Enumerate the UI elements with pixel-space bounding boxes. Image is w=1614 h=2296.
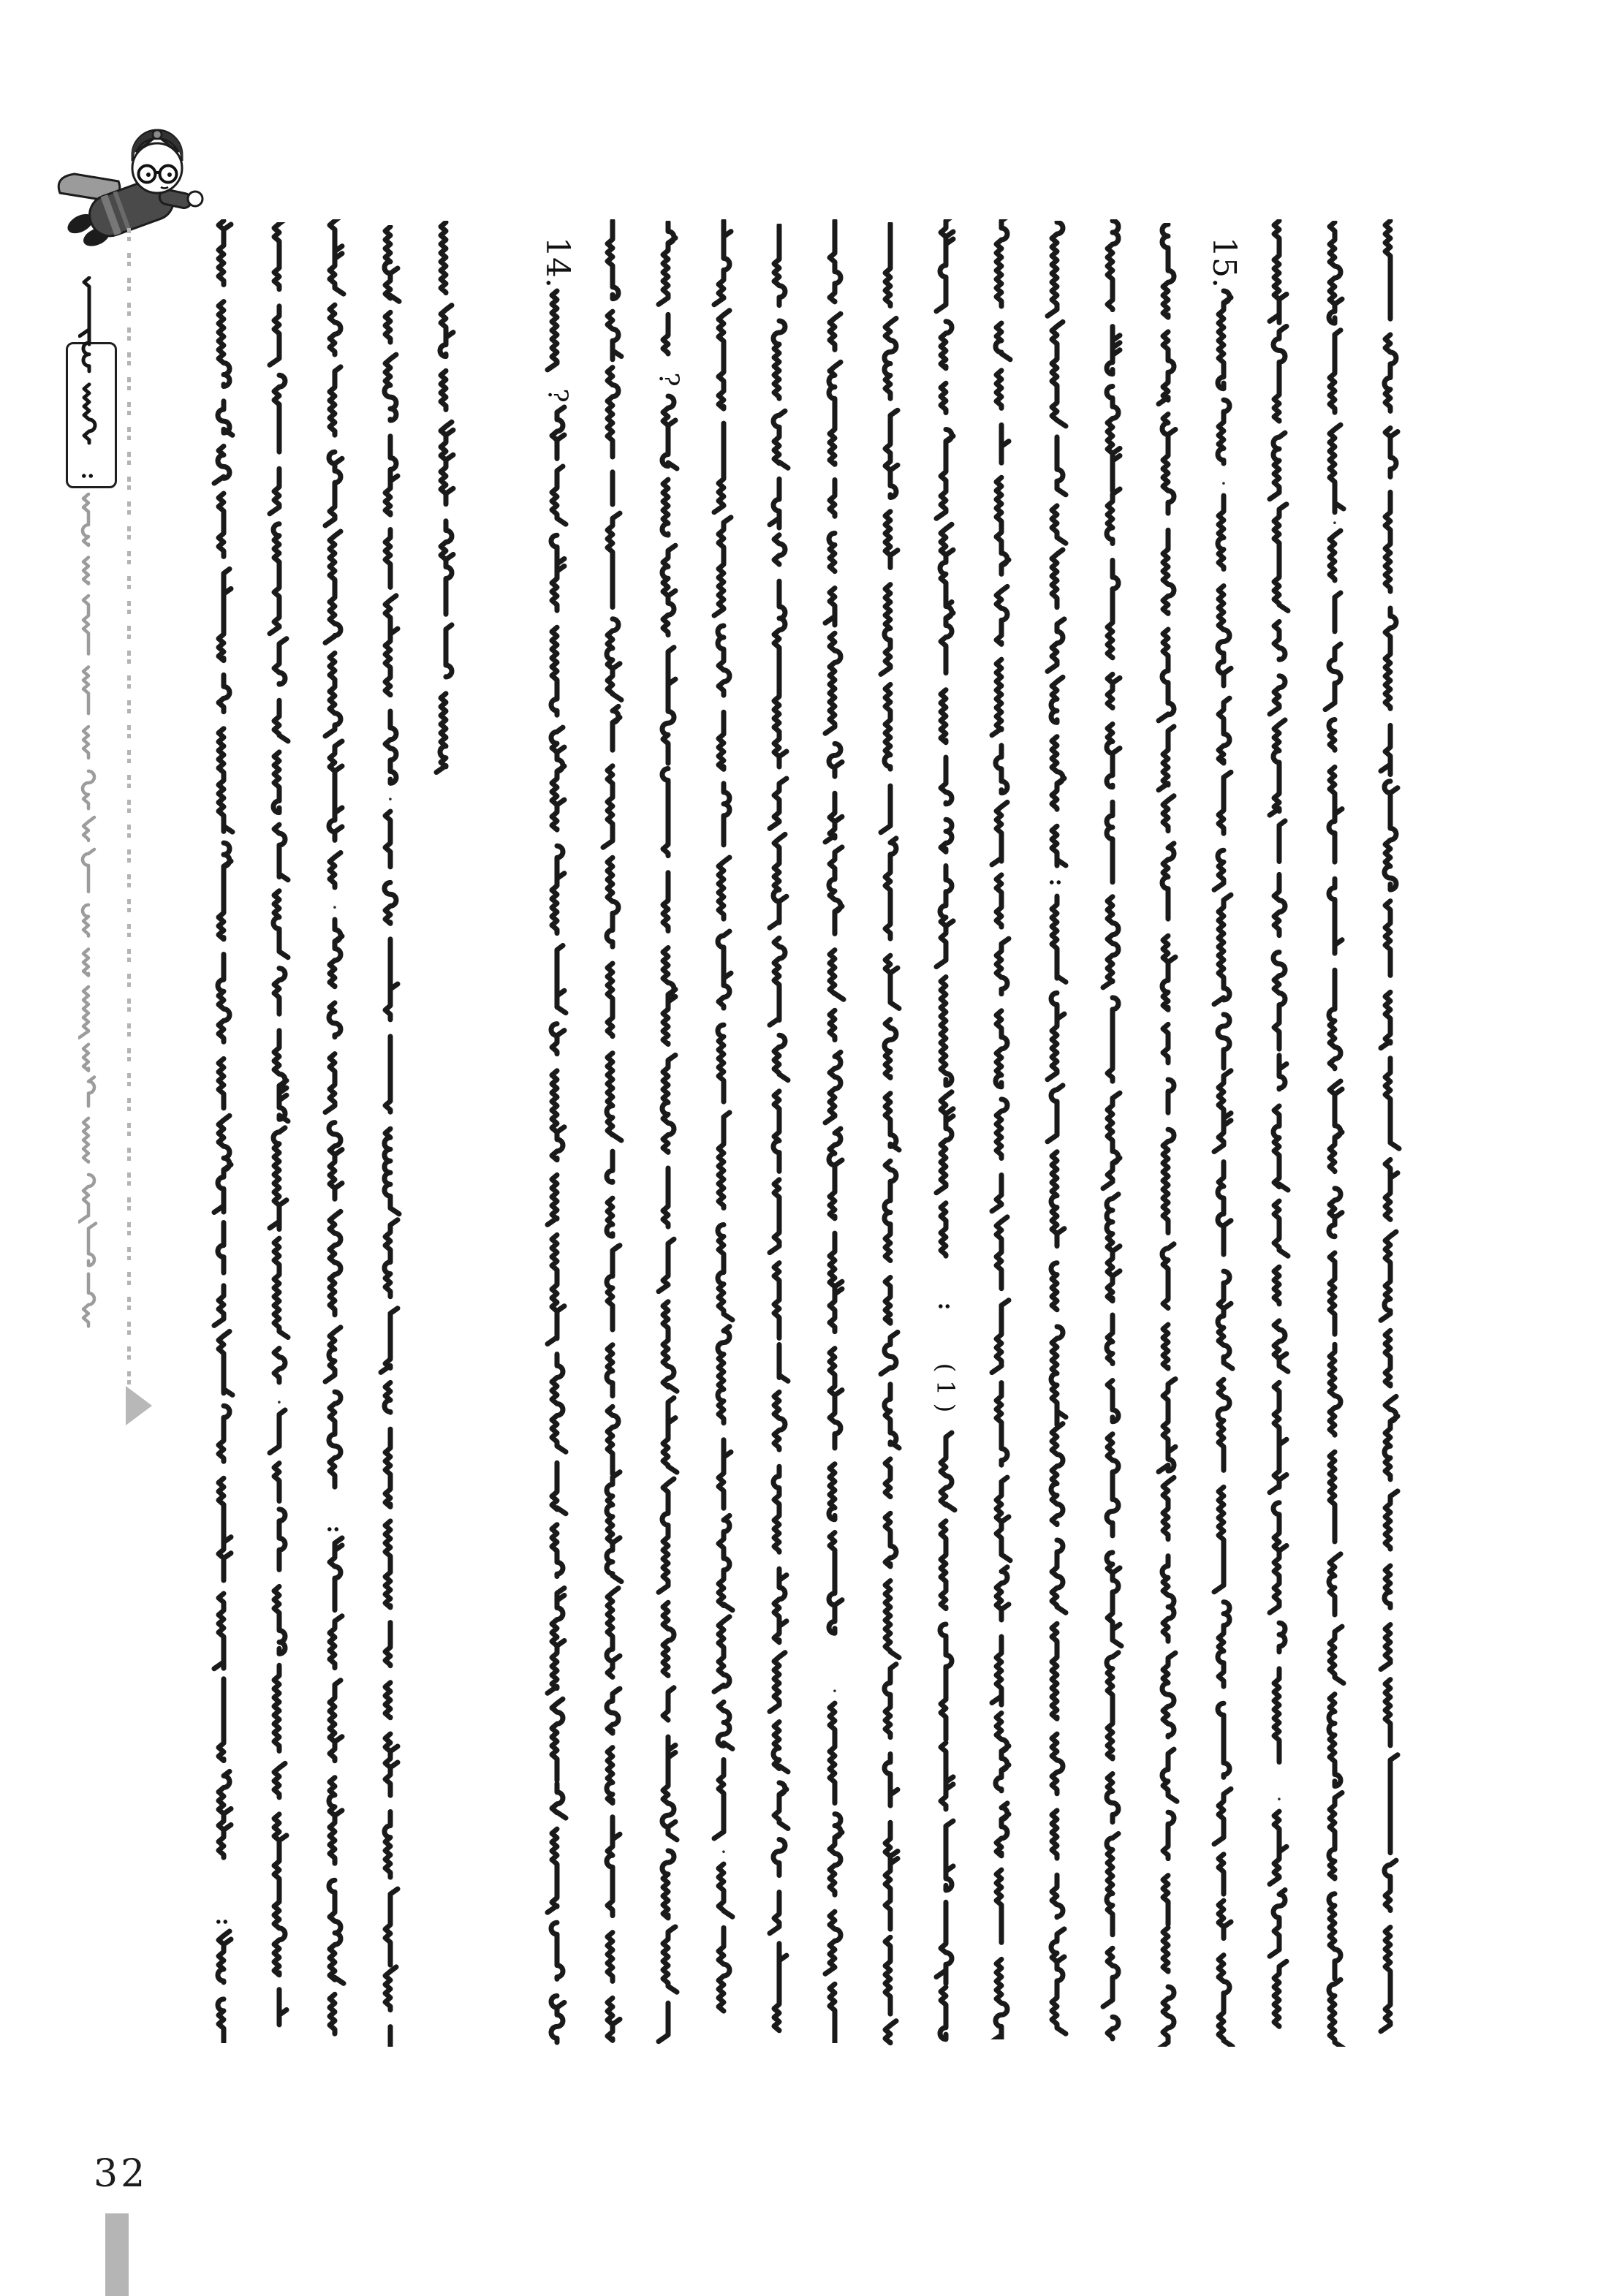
divider-arrow-icon xyxy=(126,1386,152,1425)
text-column-15 xyxy=(1040,221,1074,2047)
punctuation-dot: · xyxy=(331,895,338,920)
text-column-18-item15 xyxy=(1205,235,1243,2047)
punctuation-dot: · xyxy=(276,1390,283,1414)
section-divider-dashed-line xyxy=(127,228,131,1387)
text-column-2 xyxy=(262,222,296,2047)
question-mark: ? xyxy=(653,372,683,387)
script-strokes xyxy=(429,221,463,793)
text-column-19 xyxy=(1262,219,1296,2039)
script-strokes xyxy=(1151,223,1185,2047)
text-column-13-subitem1 xyxy=(929,219,963,2047)
script-strokes xyxy=(78,276,100,484)
text-column-21 xyxy=(1374,219,1407,2043)
script-strokes xyxy=(1096,219,1129,2043)
text-column-1 xyxy=(207,219,240,2043)
text-column-5 xyxy=(429,221,463,793)
punctuation-dot: · xyxy=(1331,511,1338,535)
script-strokes xyxy=(874,222,907,2047)
subitem-number: ( 1 ) xyxy=(931,1363,961,1412)
colon-mark: : xyxy=(933,1302,959,1311)
page-number: 32 xyxy=(94,2152,148,2196)
punctuation-dot: · xyxy=(831,1679,838,1703)
colon-mark: : xyxy=(211,1917,237,1926)
item-number-15: 15. xyxy=(1205,237,1243,288)
script-strokes xyxy=(374,225,407,2047)
punctuation-dot: · xyxy=(1276,1787,1283,1811)
text-column-4 xyxy=(374,225,407,2047)
punctuation-dot: · xyxy=(387,787,394,811)
page-corner-bar xyxy=(105,2213,129,2296)
script-strokes xyxy=(1318,221,1352,2047)
text-column-9 xyxy=(707,219,740,2039)
text-column-12 xyxy=(874,222,907,2047)
script-strokes xyxy=(1040,221,1074,2047)
text-column-17 xyxy=(1151,223,1185,2047)
colon-mark: : xyxy=(76,471,102,480)
item-number-14: 14. xyxy=(539,237,577,288)
script-strokes xyxy=(651,221,685,2047)
text-column-8 xyxy=(651,221,685,2047)
text-column-14 xyxy=(985,219,1018,2039)
script-strokes xyxy=(1205,235,1243,2047)
script-strokes xyxy=(985,219,1018,2039)
script-strokes xyxy=(78,493,99,1336)
text-column-7 xyxy=(596,219,629,2043)
text-column-3 xyxy=(318,219,352,2039)
punctuation-dot: · xyxy=(720,1840,727,1864)
text-column-10 xyxy=(762,224,796,2047)
margin-label-primary xyxy=(78,276,100,484)
script-strokes xyxy=(762,224,796,2047)
script-strokes xyxy=(1262,219,1296,2039)
script-strokes xyxy=(929,219,963,2047)
question-mark: ? xyxy=(542,388,572,403)
colon-mark: : xyxy=(322,1525,348,1534)
punctuation-dot: · xyxy=(1220,471,1227,496)
script-strokes xyxy=(318,219,352,2039)
margin-label-secondary xyxy=(78,493,99,1336)
text-column-6-item14 xyxy=(539,235,577,2047)
script-strokes xyxy=(596,219,629,2043)
script-strokes xyxy=(262,222,296,2047)
text-column-11 xyxy=(818,219,852,2043)
colon-mark: : xyxy=(1044,878,1070,887)
script-strokes xyxy=(818,219,852,2043)
script-strokes xyxy=(207,219,240,2043)
script-strokes xyxy=(707,219,740,2039)
text-column-16 xyxy=(1096,219,1129,2043)
script-strokes xyxy=(1374,219,1407,2043)
script-strokes xyxy=(539,235,577,2047)
text-column-20 xyxy=(1318,221,1352,2047)
